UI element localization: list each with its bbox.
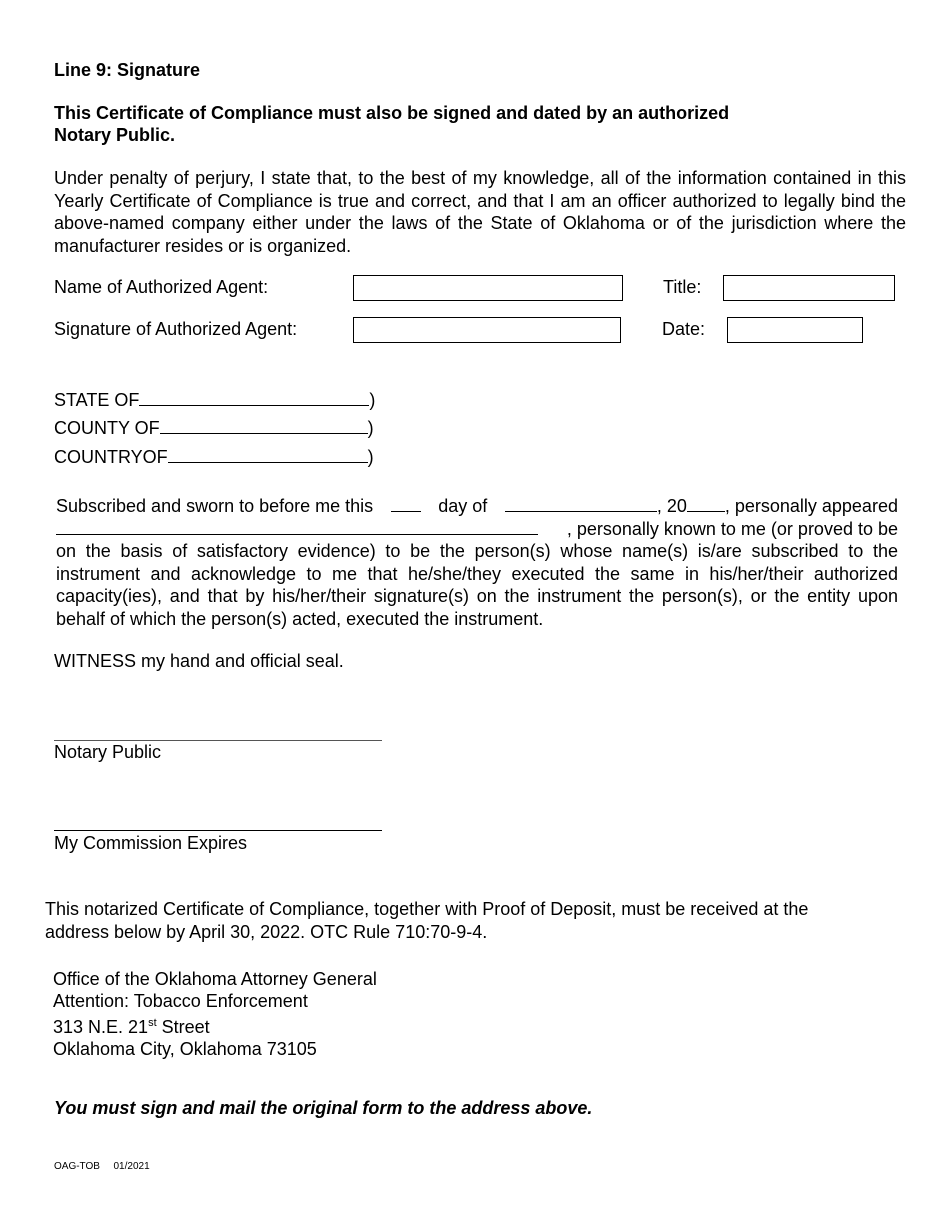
address-line-2: Attention: Tobacco Enforcement <box>53 991 308 1011</box>
country-paren: ) <box>367 447 374 467</box>
appeared-name-blank[interactable] <box>56 518 538 535</box>
commission-expires-label: My Commission Expires <box>54 833 248 853</box>
address-line-4: Oklahoma City, Oklahoma 73105 <box>53 1039 317 1059</box>
jurat-line-2 <box>56 518 898 541</box>
witness-statement: WITNESS my hand and official seal. <box>54 651 344 671</box>
jurat-text-5: , personally known to me (or proved to be <box>566 518 898 539</box>
jurat-text-1: Subscribed and sworn to before me this <box>56 496 374 516</box>
jurat-text-2: day of <box>438 496 488 516</box>
month-blank[interactable] <box>505 495 657 512</box>
county-of-label: COUNTY OF <box>54 418 160 438</box>
notary-signature-line[interactable] <box>54 740 382 741</box>
country-of-line <box>54 446 374 468</box>
county-paren: ) <box>367 418 374 438</box>
jurat-text-3: , 20 <box>656 496 687 516</box>
title-field[interactable] <box>723 275 895 301</box>
section-heading: Line 9: Signature <box>54 60 201 80</box>
address-line-1: Office of the Oklahoma Attorney General <box>53 969 377 989</box>
mail-instruction: You must sign and mail the original form to the address above. <box>54 1098 593 1118</box>
jurat-paragraph <box>56 495 898 630</box>
country-of-label: COUNTRYOF <box>54 447 168 467</box>
form-code: OAG-TOB <box>54 1161 100 1172</box>
form-footer <box>54 1161 150 1172</box>
agent-name-label: Name of Authorized Agent: <box>54 277 269 297</box>
form-revision: 01/2021 <box>113 1161 150 1172</box>
deadline-notice: This notarized Certificate of Compliance, together with Proof of Deposit, must be received at the address below by April 30, 2022. OTC Rule 710:70-9-4. <box>45 899 809 942</box>
agent-name-field[interactable] <box>353 275 623 301</box>
agent-signature-field[interactable] <box>353 317 621 343</box>
date-label: Date: <box>662 319 706 339</box>
state-paren: ) <box>369 390 376 410</box>
perjury-statement: Under penalty of perjury, I state that, to the best of my knowledge, all of the information contained in this Yearly Certificate of Compliance is true and correct, and that I am an officer authorized to legally bind the above-named company either under the laws of the State of Oklahoma or of the jurisdiction where the manufacturer resides or is organized. <box>54 168 906 256</box>
mailing-address <box>53 968 377 1060</box>
state-of-line <box>54 389 375 411</box>
agent-signature-label: Signature of Authorized Agent: <box>54 319 298 339</box>
jurat-text-6: on the basis of satisfactory evidence) to be the person(s) whose name(s) is/are subscribed to the instrument and acknowledge to me that he/she/they executed the same in his/her/their authorized capacity(ies), and that by his/her/their signature(s) on the instrument the person(s), or the entity upon behalf of which the person(s) acted, executed the instrument. <box>56 541 898 629</box>
title-label: Title: <box>663 277 702 297</box>
county-blank[interactable] <box>160 417 368 434</box>
country-blank[interactable] <box>168 446 368 463</box>
address-line-3: 313 N.E. 21st Street <box>53 1017 210 1037</box>
notary-notice: This Certificate of Compliance must also be signed and dated by an authorized Notary Public. <box>54 103 730 145</box>
jurat-line-1 <box>56 495 898 518</box>
state-blank[interactable] <box>139 389 369 406</box>
commission-expires-line[interactable] <box>54 830 382 831</box>
jurat-text-4: , personally appeared <box>724 496 898 516</box>
date-field[interactable] <box>727 317 863 343</box>
notary-public-label: Notary Public <box>54 742 162 762</box>
county-of-line <box>54 417 374 439</box>
year-blank[interactable] <box>687 495 725 512</box>
day-blank[interactable] <box>391 495 421 512</box>
state-of-label: STATE OF <box>54 390 140 410</box>
